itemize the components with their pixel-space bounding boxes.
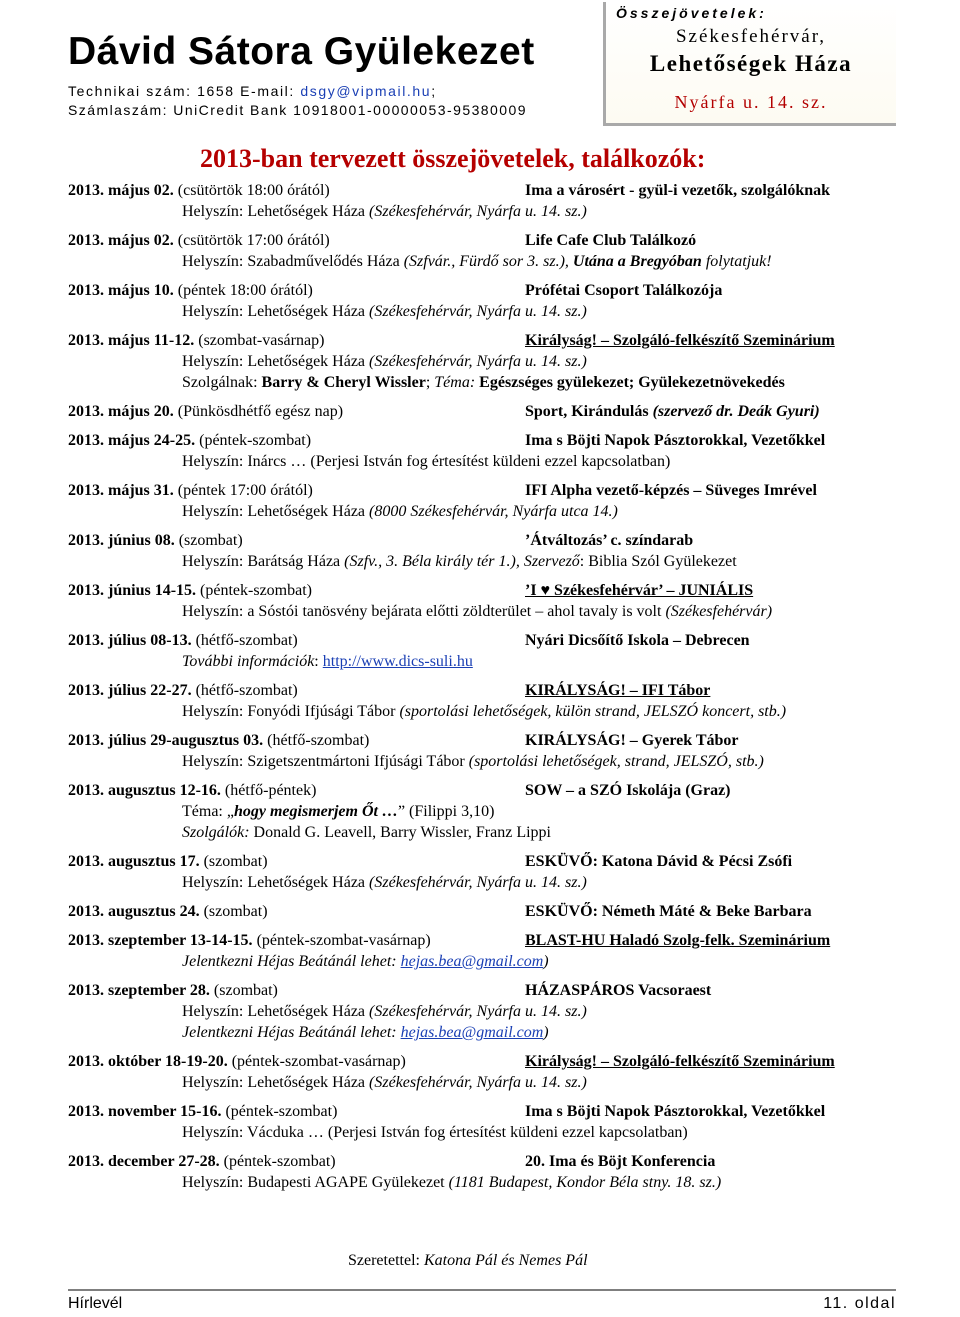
event-title: Királyság! – Szolgáló-felkészítő Szeminárium: [525, 332, 835, 349]
page-title: 2013-ban tervezett összejövetelek, találkozók:: [200, 144, 706, 173]
event-title: BLAST-HU Haladó Szolg-felk. Szeminárium: [525, 932, 831, 949]
event-item: 2013. augusztus 24. (szombat) ESKÜVŐ: Németh Máté & Beke Barbara: [68, 903, 812, 920]
event-item: 2013. június 14-15. (péntek-szombat) ’I ♥ Székesfehérvár’ – JUNIÁLIS Helyszín: a Sóstói tanösvény bejárata előtti zöldterület – ahol tavaly is volt (Székesfehérvár): [68, 582, 773, 620]
event-title: ’Átváltozás’ c. színdarab: [525, 532, 694, 549]
page-footer: [68, 1289, 896, 1317]
bank-account: Számlaszám: UniCredit Bank 10918001-00000053-95380009: [68, 102, 527, 118]
page-number: 11. oldal: [823, 1295, 896, 1312]
event-item: 2013. május 20. (Pünkösdhétfő egész nap) Sport, Kirándulás (szervező dr. Deák Gyuri): [68, 403, 820, 420]
event-item: 2013. május 11-12. (szombat-vasárnap) Királyság! – Szolgáló-felkészítő Szeminárium Helyszín: Lehetőségek Háza (Székesfehérvár, Nyárfa u. 14. sz.) Szolgálnak: Barry & Cheryl Wissler; Téma: Egészséges gyülekezet; Gyülekezetnövekedés: [68, 332, 835, 391]
event-item: 2013. július 22-27. (hétfő-szombat) KIRÁLYSÁG! – IFI Tábor Helyszín: Fonyódi Ifjúsági Tábor (sportolási lehetőségek, külön strand, JELSZÓ koncert, stb.): [68, 682, 787, 720]
event-item: 2013. augusztus 17. (szombat) ESKÜVŐ: Katona Dávid & Pécsi Zsófi Helyszín: Lehetőségek Háza (Székesfehérvár, Nyárfa u. 14. sz.): [68, 853, 793, 891]
event-item: 2013. december 27-28. (péntek-szombat) 20. Ima és Böjt Konferencia Helyszín: Budapesti AGAPE Gyülekezet (1181 Budapest, Kondor Béla stny. 18. sz.): [68, 1153, 722, 1191]
event-title: KIRÁLYSÁG! – IFI Tábor: [525, 682, 711, 699]
event-title: 20. Ima és Böjt Konferencia: [525, 1153, 716, 1170]
event-title: SOW – a SZÓ Iskolája (Graz): [525, 782, 731, 799]
event-list: [68, 180, 948, 1201]
event-item: 2013. május 02. (csütörtök 18:00 órától) Ima a városért - gyül-i vezetők, szolgálóknak Helyszín: Lehetőségek Háza (Székesfehérvár, Nyárfa u. 14. sz.): [68, 182, 831, 220]
footer-newsletter-label: Hírlevél: [68, 1295, 123, 1312]
event-item: 2013. november 15-16. (péntek-szombat) Ima s Böjti Napok Pásztorokkal, Vezetőkkel Helyszín: Vácduka … (Perjesi István fog értesítést küldeni ezzel kapcsolatban): [68, 1103, 826, 1141]
event-item: 2013. szeptember 13-14-15. (péntek-szombat-vasárnap) BLAST-HU Haladó Szolg-felk. Szeminárium Jelentkezni Héjas Beátánál lehet: hejas.bea@gmail.com): [68, 932, 831, 970]
email-suffix: ;: [431, 83, 437, 99]
event-item: 2013. május 02. (csütörtök 17:00 órától) Life Cafe Club Találkozó Helyszín: Szabadművelődés Háza (Szfvár., Fürdő sor 3. sz.), Utána a Bregyóban folytatjuk!: [68, 232, 772, 270]
event-title: ’I ♥ Székesfehérvár’ – JUNIÁLIS: [525, 582, 754, 599]
event-title: ESKÜVŐ: Katona Dávid & Pécsi Zsófi: [525, 853, 793, 870]
event-item: 2013. július 29-augusztus 03. (hétfő-szombat) KIRÁLYSÁG! – Gyerek Tábor Helyszín: Szigetszentmártoni Ifjúsági Tábor (sportolási lehetőségek, strand, JELSZÓ, stb.): [68, 732, 764, 770]
meeting-label: Összejövetelek:: [616, 5, 767, 21]
event-title: HÁZASPÁROS Vacsoraest: [525, 982, 712, 999]
event-item: 2013. június 08. (szombat) ’Átváltozás’ c. színdarab Helyszín: Barátság Háza (Szfv., 3. Béla király tér 1.), Szervező: Biblia Szól Gyülekezet: [68, 532, 737, 570]
org-name: Dávid Sátora Gyülekezet: [68, 30, 535, 73]
event-title: Ima s Böjti Napok Pásztorokkal, Vezetőkkel: [525, 1103, 826, 1120]
event-title: IFI Alpha vezető-képzés – Süveges Imrével: [525, 482, 817, 499]
tech-number: Technikai szám: 1658 E-mail:: [68, 83, 301, 99]
meeting-info-box: [603, 2, 896, 126]
signature: Szeretettel: Katona Pál és Nemes Pál: [348, 1252, 588, 1269]
event-item: 2013. május 31. (péntek 17:00 órától) IFI Alpha vezető-képzés – Süveges Imrével Helyszín: Lehetőségek Háza (8000 Székesfehérvár, Nyárfa utca 14.): [68, 482, 817, 520]
event-title: Királyság! – Szolgáló-felkészítő Szeminárium: [525, 1053, 835, 1070]
email-link[interactable]: hejas.bea@gmail.com: [400, 953, 544, 970]
event-title: Nyári Dicsőítő Iskola – Debrecen: [525, 632, 750, 649]
info-link[interactable]: http://www.dics-suli.hu: [322, 653, 473, 670]
event-item: 2013. május 10. (péntek 18:00 órától) Prófétai Csoport Találkozója Helyszín: Lehetőségek Háza (Székesfehérvár, Nyárfa u. 14. sz.): [68, 282, 723, 320]
event-item: 2013. szeptember 28. (szombat) HÁZASPÁROS Vacsoraest Helyszín: Lehetőségek Háza (Székesfehérvár, Nyárfa u. 14. sz.) Jelentkezni Héjas Beátánál lehet: hejas.bea@gmail.com): [68, 982, 712, 1041]
event-item: 2013. május 24-25. (péntek-szombat) Ima s Böjti Napok Pásztorokkal, Vezetőkkel Helyszín: Inárcs … (Perjesi István fog értesítést küldeni ezzel kapcsolatban): [68, 432, 826, 470]
event-title: ESKÜVŐ: Németh Máté & Beke Barbara: [525, 903, 812, 920]
event-title: KIRÁLYSÁG! – Gyerek Tábor: [525, 732, 739, 749]
event-title: Ima a városért - gyül-i vezetők, szolgálóknak: [525, 182, 831, 199]
event-item: 2013. augusztus 12-16. (hétfő-péntek) SOW – a SZÓ Iskolája (Graz) Téma: „hogy megismerjem Őt …” (Filippi 3,10) Szolgálók: Donald G. Leavell, Barry Wissler, Franz Lippi: [68, 782, 731, 841]
event-item: 2013. október 18-19-20. (péntek-szombat-vasárnap) Királyság! – Szolgáló-felkészítő Szeminárium Helyszín: Lehetőségek Háza (Székesfehérvár, Nyárfa u. 14. sz.): [68, 1053, 835, 1091]
meeting-city: Székesfehérvár,: [675, 26, 827, 47]
org-contact-line: [68, 83, 437, 99]
newsletter-header: [0, 0, 960, 130]
event-title: Prófétai Csoport Találkozója: [525, 282, 723, 299]
event-title: Life Cafe Club Találkozó: [525, 232, 697, 249]
email-link[interactable]: dsgy@vipmail.hu: [300, 83, 432, 99]
meeting-street: Nyárfa u. 14. sz.: [674, 92, 828, 112]
event-title: Sport, Kirándulás (szervező dr. Deák Gyuri): [525, 403, 820, 420]
email-link[interactable]: hejas.bea@gmail.com: [400, 1024, 544, 1041]
event-title: Ima s Böjti Napok Pásztorokkal, Vezetőkkel: [525, 432, 826, 449]
meeting-venue: Lehetőségek Háza: [649, 51, 853, 76]
event-item: 2013. július 08-13. (hétfő-szombat) Nyári Dicsőítő Iskola – Debrecen További információk: http://www.dics-suli.hu: [68, 632, 750, 670]
